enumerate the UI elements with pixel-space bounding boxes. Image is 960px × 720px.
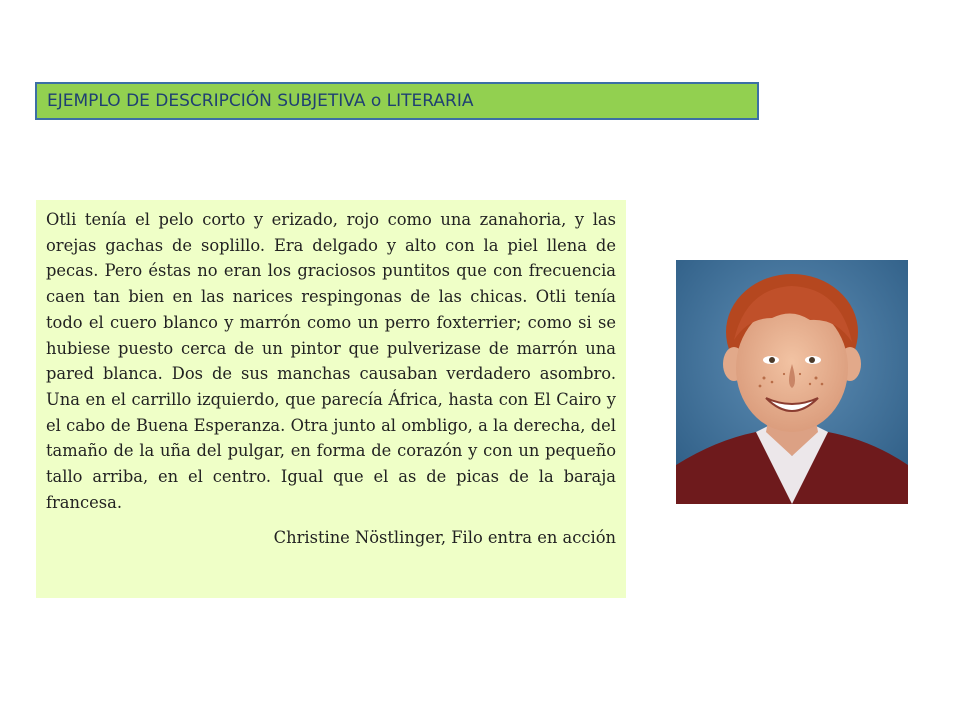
author-citation: Christine Nöstlinger, Filo entra en acción [273, 528, 616, 548]
boy-portrait-photo [676, 260, 908, 504]
description-paragraph: Otli tenía el pelo corto y erizado, rojo como una zanahoria, y las orejas gachas de soplillo. Era delgado y alto con la piel llena de pecas. Pero éstas no eran los graciosos puntitos que con frecuencia caen tan bien en las narices respingonas de las chicas. Otli tenía todo el cuero blanco y marrón como un perro foxterrier; como si se hubiese puesto cerca de un pintor que pulverizase de marrón una pared blanca. Dos de sus manchas causaban verdadero asombro. Una en el carrillo izquierdo, que parecía África, hasta con El Cairo y el cabo de Buena Esperanza. Otra junto al ombligo, a la derecha, del tamaño de la uña del pulgar, en forma de corazón y con un pequeño tallo arriba, en el centro. Igual que el as de picas de la baraja francesa. [46, 210, 616, 512]
slide-title: EJEMPLO DE DESCRIPCIÓN SUBJETIVA o LITERARIA [47, 91, 474, 111]
title-banner [35, 82, 759, 120]
description-text-box [36, 200, 626, 598]
